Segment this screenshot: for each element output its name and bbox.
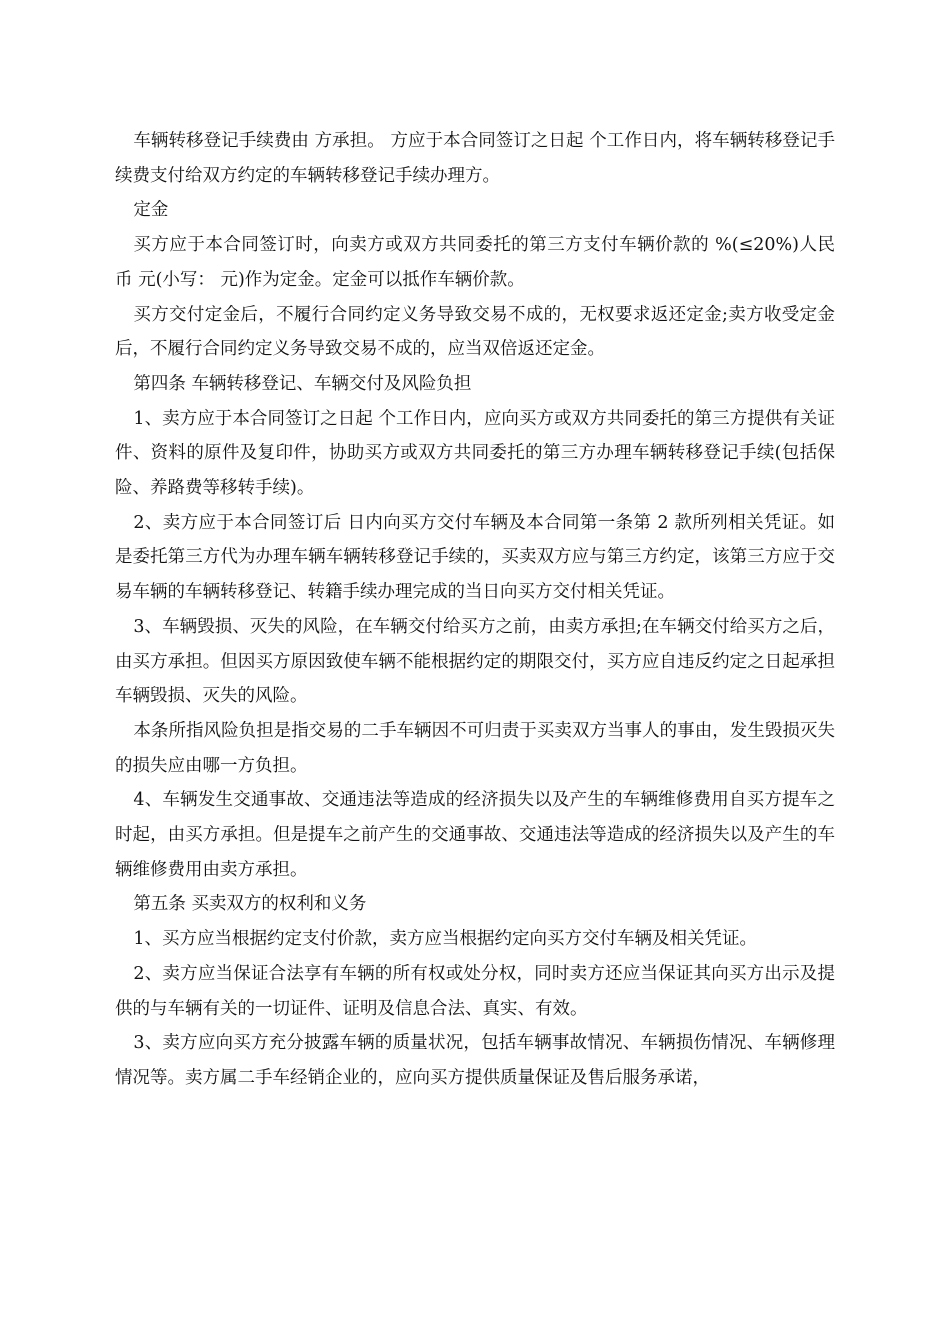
paragraph-deposit-forfeit: 买方交付定金后，不履行合同约定义务导致交易不成的，无权要求返还定金;卖方收受定金后，不履行合同约定义务导致交易不成的，应当双倍返还定金。 [115, 304, 835, 360]
paragraph-article-4-item-3: 3、车辆毁损、灭失的风险，在车辆交付给买方之前，由卖方承担;在车辆交付给买方之后，由买方承担。但因买方原因致使车辆不能根据约定的期限交付，买方应自违反约定之日起承担车辆毁损、灭失的风险。 [115, 616, 835, 707]
document-body [115, 124, 835, 1096]
paragraph-article-5-item-3: 3、卖方应向买方充分披露车辆的质量状况，包括车辆事故情况、车辆损伤情况、车辆修理情况等。卖方属二手车经销企业的，应向买方提供质量保证及售后服务承诺， [115, 1033, 835, 1088]
paragraph-article-5-item-1: 1、买方应当根据约定支付价款，卖方应当根据约定向买方交付车辆及相关凭证。 [133, 929, 758, 950]
heading-deposit: 定金 [133, 200, 169, 221]
heading-article-4: 第四条 车辆转移登记、车辆交付及风险负担 [133, 373, 472, 394]
paragraph-deposit-payment: 买方应于本合同签订时，向卖方或双方共同委托的第三方支付车辆价款的 %(≤20%)人民币 元(小写： 元)作为定金。定金可以抵作车辆价款。 [115, 235, 835, 290]
paragraph-article-5-item-2: 2、卖方应当保证合法享有车辆的所有权或处分权，同时卖方还应当保证其向买方出示及提供的与车辆有关的一切证件、证明及信息合法、真实、有效。 [115, 963, 835, 1019]
paragraph-article-4-item-2: 2、卖方应于本合同签订后 日内向买方交付车辆及本合同第一条第 2 款所列相关凭证。如是委托第三方代为办理车辆车辆转移登记手续的，买卖双方应与第三方约定，该第三方应于交易车辆的车辆转移登记、转籍手续办理完成的当日向买方交付相关凭证。 [115, 512, 835, 603]
heading-article-5: 第五条 买卖双方的权利和义务 [133, 894, 367, 915]
paragraph-article-4-item-1: 1、卖方应于本合同签订之日起 个工作日内，应向买方或双方共同委托的第三方提供有关证件、资料的原件及复印件，协助买方或双方共同委托的第三方办理车辆转移登记手续(包括保险、养路费等移转手续)。 [115, 408, 835, 499]
paragraph-transfer-fee: 车辆转移登记手续费由 方承担。 方应于本合同签订之日起 个工作日内，将车辆转移登记手续费支付给双方约定的车辆转移登记手续办理方。 [115, 131, 835, 186]
paragraph-risk-definition: 本条所指风险负担是指交易的二手车辆因不可归责于买卖双方当事人的事由，发生毁损灭失的损失应由哪一方负担。 [115, 720, 835, 776]
paragraph-article-4-item-4: 4、车辆发生交通事故、交通违法等造成的经济损失以及产生的车辆维修费用自买方提车之时起，由买方承担。但是提车之前产生的交通事故、交通违法等造成的经济损失以及产生的车辆维修费用由卖方承担。 [115, 790, 835, 880]
